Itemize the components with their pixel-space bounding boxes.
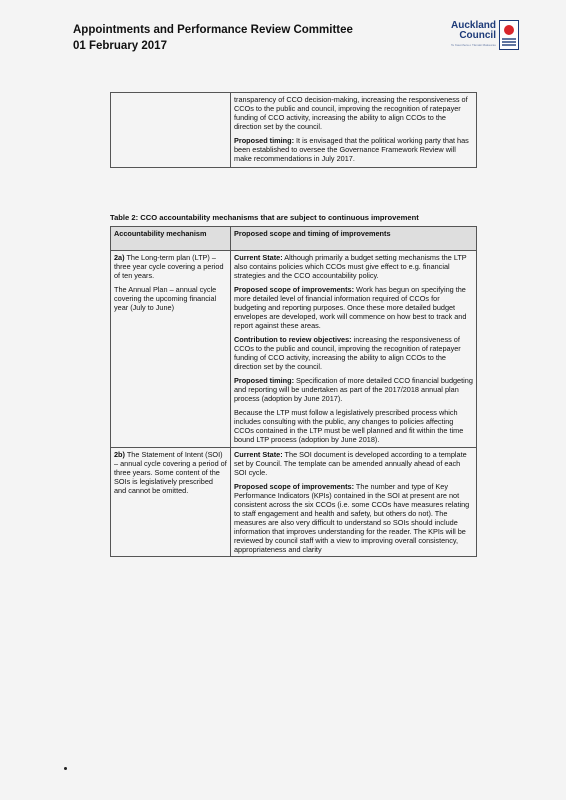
proposed-timing-label: Proposed timing: bbox=[234, 136, 294, 145]
council-logo bbox=[448, 20, 520, 54]
timing-label: Proposed timing: bbox=[234, 376, 294, 385]
row-2a-annual-plan: The Annual Plan – annual cycle covering the upcoming financial year (July to June) bbox=[114, 285, 217, 312]
table-row-2b bbox=[111, 448, 477, 557]
soi-proposed-scope-text: The number and type of Key Performance Indicators (KPIs) contained in the SOI at present are not consistent across the six CCOs (i.e. some CCOs have measures relating to staff engagement and health and safety, but others do not). The measures are also very difficult to understand so SOIs should include information that improves understanding for the reader. The KPIs will be reviewed by council staff with a view to improving overall consistency, appropriateness and clarity bbox=[234, 482, 470, 554]
contribution-label: Contribution to review objectives: bbox=[234, 335, 352, 344]
col-header-scope: Proposed scope and timing of improvements bbox=[231, 227, 477, 251]
table1-right-cell bbox=[231, 93, 477, 168]
table1-left-cell bbox=[111, 93, 231, 168]
bullet-mark bbox=[64, 767, 67, 770]
table-2-caption: Table 2: CCO accountability mechanisms that are subject to continuous improvement bbox=[110, 213, 419, 222]
council-emblem-icon bbox=[499, 20, 519, 50]
proposed-scope-label: Proposed scope of improvements: bbox=[234, 285, 355, 294]
committee-title: Appointments and Performance Review Committee bbox=[73, 24, 353, 36]
table-1-continued bbox=[110, 92, 477, 168]
current-state-label: Current State: bbox=[234, 253, 283, 262]
row-2a-ltp: The Long-term plan (LTP) – three year cycle covering a period of ten years. bbox=[114, 253, 224, 280]
current-state-text: Although primarily a budget setting mechanisms the LTP also contains policies which CCOs must give effect to e.g. financial strategies and the CCO accountability policy. bbox=[234, 253, 467, 280]
contribution-continued: transparency of CCO decision-making, increasing the responsiveness of CCOs to the public and council, improving the recognition of ratepayer funding of CCO activity, increasing the ability to align CCOs to the direction set by the council. bbox=[234, 95, 468, 131]
proposed-timing-text: It is envisaged that the political working party that has been established to oversee the Governance Framework Review will make recommendations in July 2017. bbox=[234, 136, 469, 163]
table-2 bbox=[110, 226, 477, 557]
logo-tagline: Te Kaunihera o Tāmaki Makaurau bbox=[451, 43, 496, 47]
logo-line2: Council bbox=[459, 30, 496, 41]
row-2a-id: 2a) bbox=[114, 253, 125, 262]
row-2b-soi: The Statement of Intent (SOI) – annual cycle covering a period of three years. Some content of the SOIs is legislatively prescribed and cannot be omitted. bbox=[114, 450, 227, 495]
page-header bbox=[73, 22, 353, 54]
soi-current-state-label: Current State: bbox=[234, 450, 283, 459]
row-2b-id: 2b) bbox=[114, 450, 125, 459]
table-header-row bbox=[111, 227, 477, 251]
timing-text: Specification of more detailed CCO financial budgeting and reporting will be undertaken as part of the 2017/2018 annual plan process (adoption by June 2017). bbox=[234, 376, 473, 403]
contribution-text: increasing the responsiveness of CCOs to the public and council, improving the recognition of ratepayer funding of CCO activity, increasing the ability to align CCOs to the direction set by the council. bbox=[234, 335, 461, 371]
soi-current-state-text: The SOI document is developed according to a template set by Council. The template can be amended annually ahead of each SOI cycle. bbox=[234, 450, 467, 477]
proposed-scope-text: Work has begun on specifying the more detailed level of financial information required of CCOs for budgeting and reporting purposes. Once these more detailed budget envelopes are developed, work will commence on how best to track and report against these areas. bbox=[234, 285, 467, 330]
logo-line1: Auckland bbox=[450, 20, 496, 31]
meeting-date: 01 February 2017 bbox=[73, 40, 167, 52]
ltp-process-note: Because the LTP must follow a legislatively prescribed process which includes consulting with the public, any changes to policies affecting CCOs contained in the LTP must be well planned and fit within the time bound LTP process (adoption by June 2018). bbox=[234, 408, 464, 444]
table-row-2a bbox=[111, 251, 477, 448]
soi-proposed-scope-label: Proposed scope of improvements: bbox=[234, 482, 355, 491]
col-header-mechanism: Accountability mechanism bbox=[111, 227, 231, 251]
